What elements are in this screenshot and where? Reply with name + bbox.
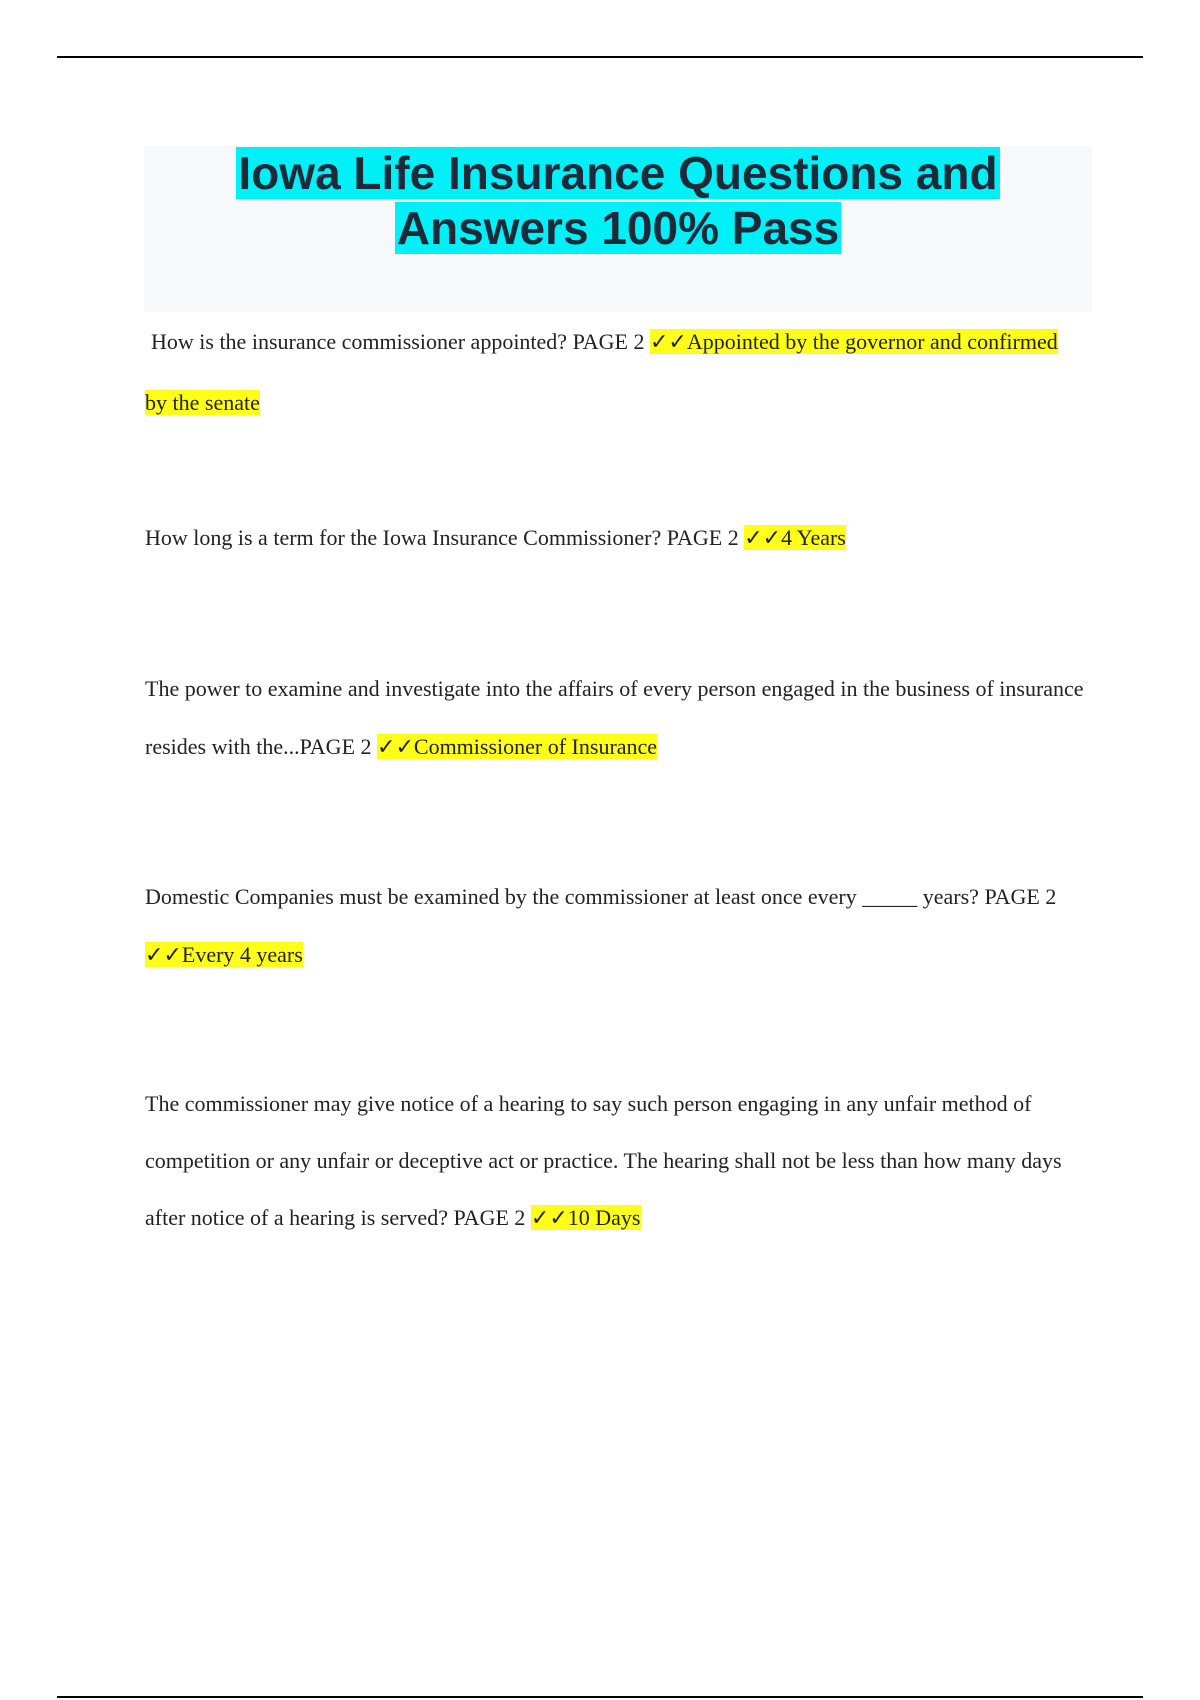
double-check-icon: ✓✓: [530, 1206, 568, 1231]
qa-item-2: [145, 520, 1085, 557]
question-text: The commissioner may give notice of a hearing to say such person engaging in any unfair method of competition or any unfair or deceptive act or practice. The hearing shall not be less than how many days after notice of a hearing is served? PAGE 2: [145, 1091, 1062, 1230]
answer-highlight: [744, 525, 846, 550]
answer-highlight: [377, 734, 657, 759]
qa-item-4: [145, 868, 1085, 985]
answer-text: Every 4 years: [181, 942, 303, 967]
title-line-1: Iowa Life Insurance Questions and: [238, 147, 998, 199]
document-title: [144, 146, 1092, 256]
double-check-icon: ✓✓: [377, 735, 414, 760]
double-check-icon: ✓✓: [744, 526, 782, 551]
answer-text: 10 Days: [567, 1205, 641, 1230]
answer-text: Commissioner of Insurance: [413, 734, 658, 759]
question-text: How long is a term for the Iowa Insurance Commissioner? PAGE 2: [145, 525, 739, 550]
qa-paragraph: [145, 660, 1085, 777]
double-check-icon: ✓✓: [145, 943, 182, 968]
answer-text: Appointed by the governor and confirmed by the senate: [145, 329, 1058, 415]
answer-highlight: [531, 1205, 641, 1230]
qa-paragraph: [145, 1075, 1085, 1247]
qa-item-5: [145, 1075, 1085, 1247]
answer-highlight: [145, 942, 303, 967]
qa-item-1: [145, 312, 1085, 433]
question-text: The power to examine and investigate into the affairs of every person engaged in the business of insurance resides with the...PAGE 2: [145, 676, 1084, 759]
qa-paragraph: [145, 520, 1085, 557]
qa-paragraph: [145, 312, 1085, 433]
qa-paragraph: [145, 868, 1085, 985]
bottom-rule: [57, 1696, 1143, 1698]
question-text: Domestic Companies must be examined by the commissioner at least once every _____ years? PAGE 2: [145, 884, 1057, 909]
double-check-icon: ✓✓: [650, 330, 687, 355]
top-rule: [57, 56, 1143, 58]
question-text: How is the insurance commissioner appointed? PAGE 2: [151, 329, 645, 354]
answer-text: 4 Years: [781, 525, 846, 550]
title-block: [144, 146, 1092, 312]
title-line-2: Answers 100% Pass: [396, 202, 840, 254]
qa-item-3: [145, 660, 1085, 777]
